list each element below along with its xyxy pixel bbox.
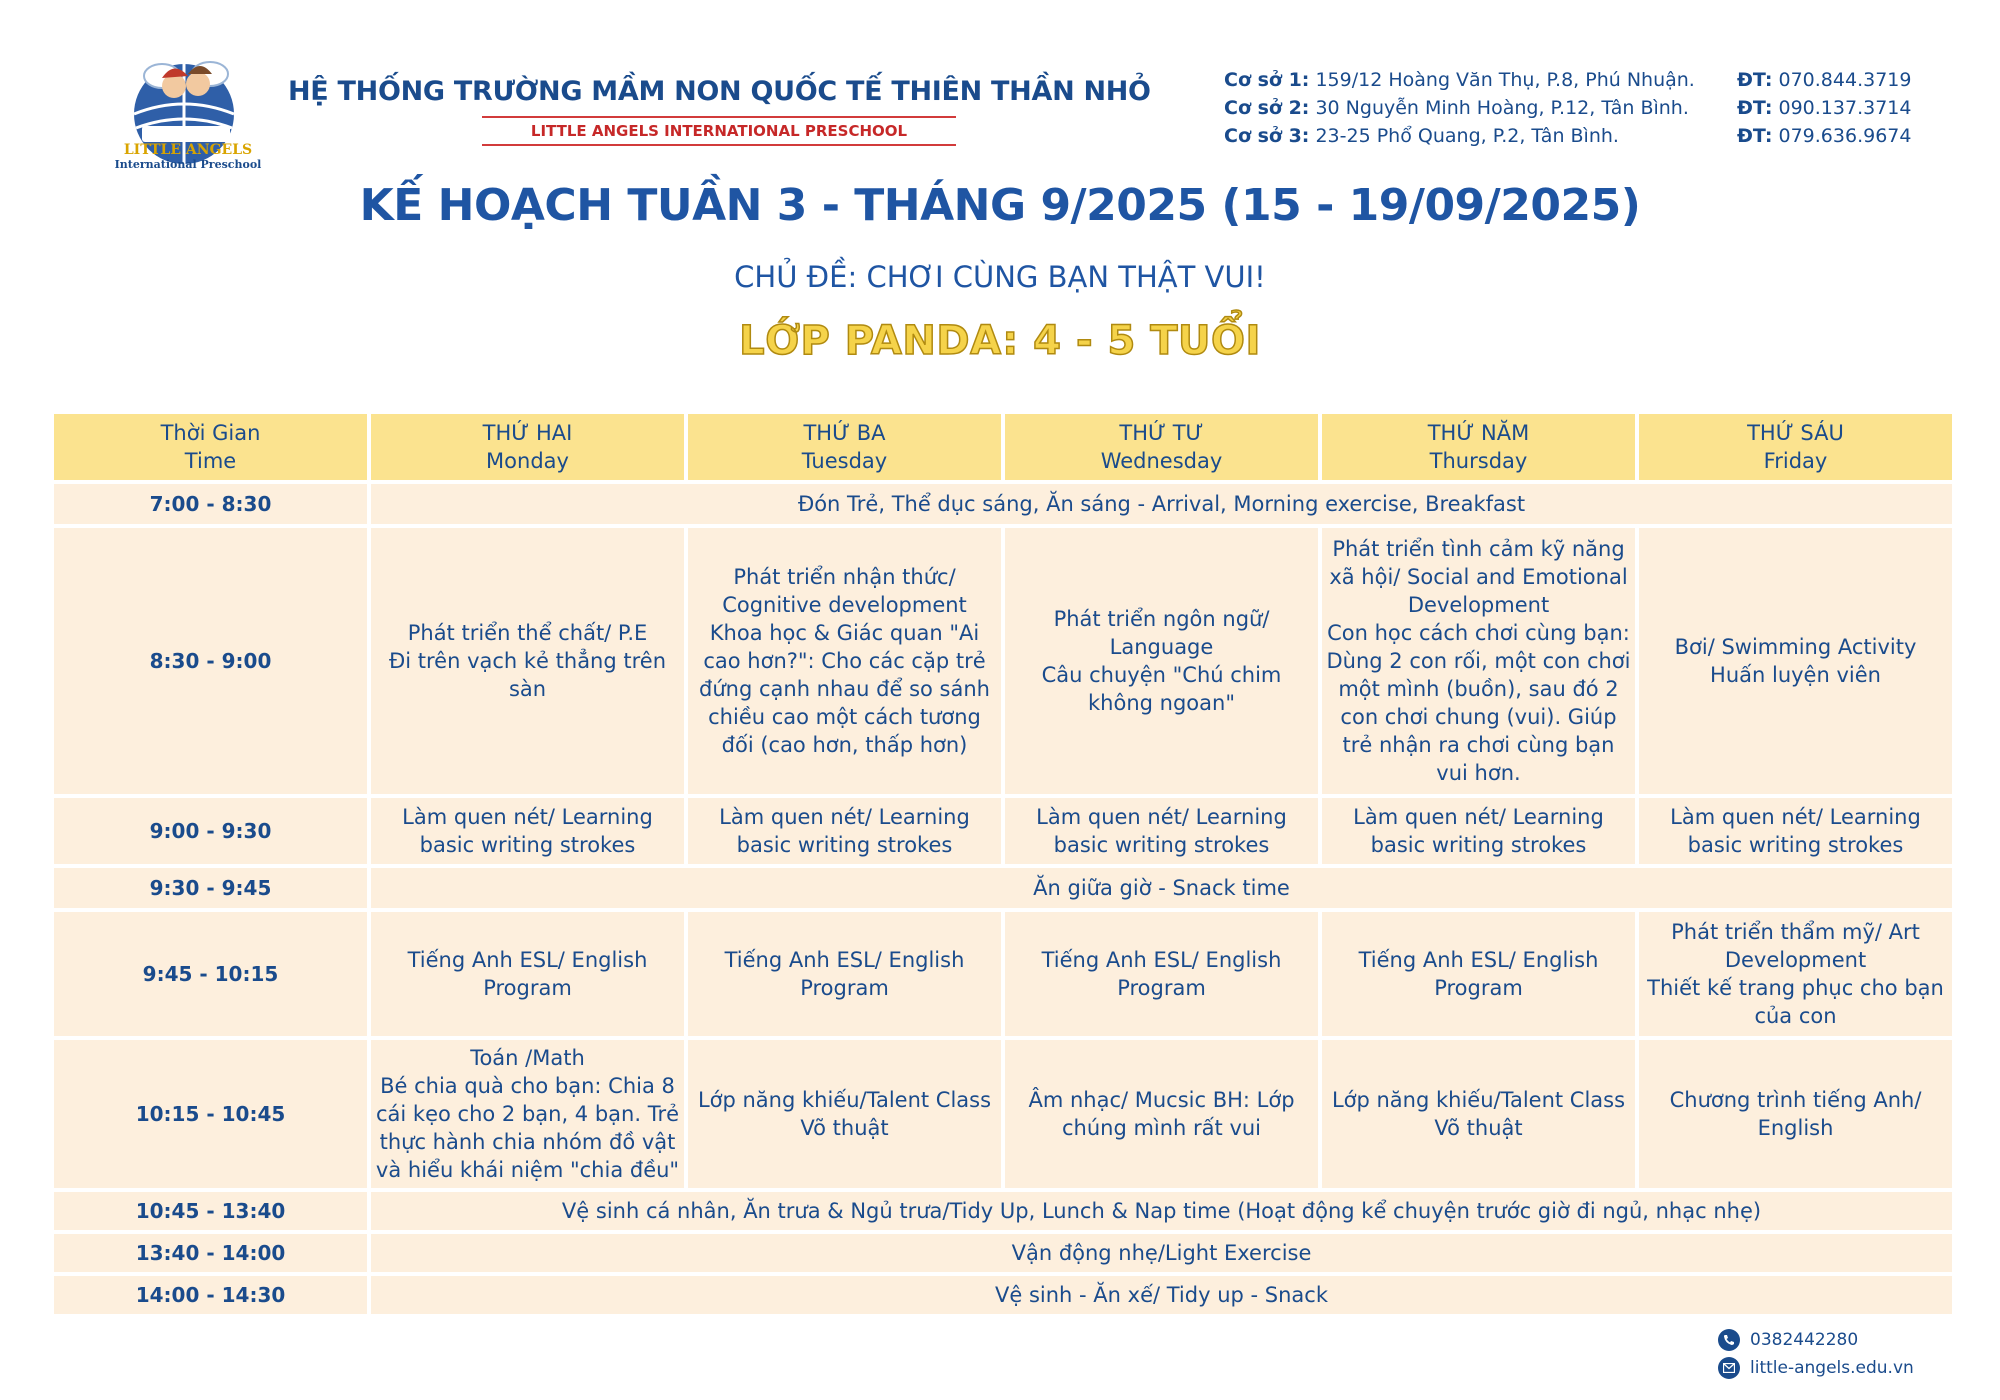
activity-cell: Tiếng Anh ESL/ English Program xyxy=(688,912,1001,1036)
time-cell: 9:00 - 9:30 xyxy=(54,798,367,864)
activity-cell: Chương trình tiếng Anh/ English xyxy=(1639,1040,1952,1188)
activity-cell: Phát triển ngôn ngữ/ Language Câu chuyện "Chú chim không ngoan" xyxy=(1005,528,1318,794)
class-name: LỚP PANDA: 4 - 5 TUỔI xyxy=(739,318,1261,364)
logo-subtext: International Preschool xyxy=(114,158,262,171)
campus-label: Cơ sở 1: xyxy=(1224,69,1310,91)
phone-icon xyxy=(1718,1329,1740,1351)
activity-cell: Phát triển nhận thức/ Cognitive development Khoa học & Giác quan "Ai cao hơn?": Cho các cặp trẻ đứng cạnh nhau để so sánh chiều cao một cách tương đối (cao hơn, thấp hơn) xyxy=(688,528,1001,794)
activity-cell: Tiếng Anh ESL/ English Program xyxy=(1322,912,1635,1036)
table-row xyxy=(54,1276,1952,1314)
header-cell-monday: THỨ HAI Monday xyxy=(371,414,684,480)
activity-cell: Lớp năng khiếu/Talent Class Võ thuật xyxy=(1322,1040,1635,1188)
campus-label: Cơ sở 2: xyxy=(1224,97,1310,119)
school-logo xyxy=(92,30,280,170)
activity-cell: Tiếng Anh ESL/ English Program xyxy=(1005,912,1318,1036)
time-cell: 8:30 - 9:00 xyxy=(54,528,367,794)
campus-row xyxy=(1224,66,1911,94)
time-cell: 7:00 - 8:30 xyxy=(54,484,367,524)
table-row xyxy=(54,798,1952,864)
title-divider-top xyxy=(482,116,956,118)
table-row xyxy=(54,1040,1952,1188)
phone-label: ĐT: xyxy=(1737,97,1773,119)
header-cell-friday: THỨ SÁU Friday xyxy=(1639,414,1952,480)
campus-address: 23-25 Phổ Quang, P.2, Tân Bình. xyxy=(1315,125,1619,147)
phone-label: ĐT: xyxy=(1737,69,1773,91)
activity-cell: Lớp năng khiếu/Talent Class Võ thuật xyxy=(688,1040,1001,1188)
campus-phone: 070.844.3719 xyxy=(1778,69,1912,91)
campus-list xyxy=(1224,66,1911,150)
time-cell: 9:45 - 10:15 xyxy=(54,912,367,1036)
activity-cell-all-days: Vận động nhẹ/Light Exercise xyxy=(371,1234,1952,1272)
activity-cell: Phát triển tình cảm kỹ năng xã hội/ Social and Emotional Development Con học cách chơi cùng bạn: Dùng 2 con rối, một con chơi một mình (buồn), sau đó 2 con chơi chung (vui). Giúp trẻ nhận ra chơi cùng bạn vui hơn. xyxy=(1322,528,1635,794)
logo-text: LITTLE ANGELS xyxy=(123,142,253,158)
activity-cell: Làm quen nét/ Learning basic writing strokes xyxy=(371,798,684,864)
plan-topic: CHỦ ĐỀ: CHƠI CÙNG BẠN THẬT VUI! xyxy=(734,260,1266,294)
table-row xyxy=(54,484,1952,524)
time-cell: 10:45 - 13:40 xyxy=(54,1192,367,1230)
table-row xyxy=(54,1234,1952,1272)
campus-label: Cơ sở 3: xyxy=(1224,125,1310,147)
school-title: HỆ THỐNG TRƯỜNG MẦM NON QUỐC TẾ THIÊN THẦN NHỎ xyxy=(288,76,1151,107)
header-cell-time: Thời Gian Time xyxy=(54,414,367,480)
activity-cell: Làm quen nét/ Learning basic writing strokes xyxy=(688,798,1001,864)
footer-phone-row xyxy=(1718,1326,1914,1354)
header-cell-thursday: THỨ NĂM Thursday xyxy=(1322,414,1635,480)
campus-phone: 079.636.9674 xyxy=(1778,125,1912,147)
email-icon xyxy=(1718,1357,1740,1379)
campus-address: 30 Nguyễn Minh Hoàng, P.12, Tân Bình. xyxy=(1315,97,1689,119)
activity-cell-all-days: Vệ sinh cá nhân, Ăn trưa & Ngủ trưa/Tidy Up, Lunch & Nap time (Hoạt động kể chuyện trước giờ đi ngủ, nhạc nhẹ) xyxy=(371,1192,1952,1230)
time-cell: 13:40 - 14:00 xyxy=(54,1234,367,1272)
table-row xyxy=(54,912,1952,1036)
table-header-row xyxy=(54,414,1952,480)
activity-cell: Bơi/ Swimming Activity Huấn luyện viên xyxy=(1639,528,1952,794)
campus-row xyxy=(1224,94,1911,122)
activity-cell-all-days: Đón Trẻ, Thể dục sáng, Ăn sáng - Arrival, Morning exercise, Breakfast xyxy=(371,484,1952,524)
campus-address: 159/12 Hoàng Văn Thụ, P.8, Phú Nhuận. xyxy=(1315,69,1695,91)
activity-cell: Làm quen nét/ Learning basic writing strokes xyxy=(1005,798,1318,864)
table-row xyxy=(54,528,1952,794)
footer-website[interactable]: little-angels.edu.vn xyxy=(1750,1358,1914,1378)
activity-cell: Toán /Math Bé chia quà cho bạn: Chia 8 cái kẹo cho 2 bạn, 4 bạn. Trẻ thực hành chia nhóm đồ vật và hiểu khái niệm "chia đều" xyxy=(371,1040,684,1188)
table-row xyxy=(54,1192,1952,1230)
school-subtitle: LITTLE ANGELS INTERNATIONAL PRESCHOOL xyxy=(530,122,908,140)
header-cell-wednesday: THỨ TƯ Wednesday xyxy=(1005,414,1318,480)
activity-cell: Làm quen nét/ Learning basic writing strokes xyxy=(1639,798,1952,864)
schedule-table xyxy=(50,410,1956,1318)
activity-cell: Âm nhạc/ Mucsic BH: Lớp chúng mình rất vui xyxy=(1005,1040,1318,1188)
campus-row xyxy=(1224,122,1911,150)
time-cell: 14:00 - 14:30 xyxy=(54,1276,367,1314)
footer-phone[interactable]: 0382442280 xyxy=(1750,1330,1859,1350)
footer-web-row xyxy=(1718,1354,1914,1382)
activity-cell-all-days: Ăn giữa giờ - Snack time xyxy=(371,868,1952,908)
activity-cell: Làm quen nét/ Learning basic writing strokes xyxy=(1322,798,1635,864)
activity-cell-all-days: Vệ sinh - Ăn xế/ Tidy up - Snack xyxy=(371,1276,1952,1314)
campus-phone: 090.137.3714 xyxy=(1778,97,1912,119)
title-divider-bottom xyxy=(482,144,956,146)
activity-cell: Tiếng Anh ESL/ English Program xyxy=(371,912,684,1036)
plan-title: KẾ HOẠCH TUẦN 3 - THÁNG 9/2025 (15 - 19/09/2025) xyxy=(359,180,1641,231)
activity-cell: Phát triển thẩm mỹ/ Art Development Thiết kế trang phục cho bạn của con xyxy=(1639,912,1952,1036)
contact-footer xyxy=(1718,1326,1914,1382)
header-cell-tuesday: THỨ BA Tuesday xyxy=(688,414,1001,480)
time-cell: 9:30 - 9:45 xyxy=(54,868,367,908)
activity-cell: Phát triển thể chất/ P.E Đi trên vạch kẻ thẳng trên sàn xyxy=(371,528,684,794)
phone-label: ĐT: xyxy=(1737,125,1773,147)
table-row xyxy=(54,868,1952,908)
time-cell: 10:15 - 10:45 xyxy=(54,1040,367,1188)
